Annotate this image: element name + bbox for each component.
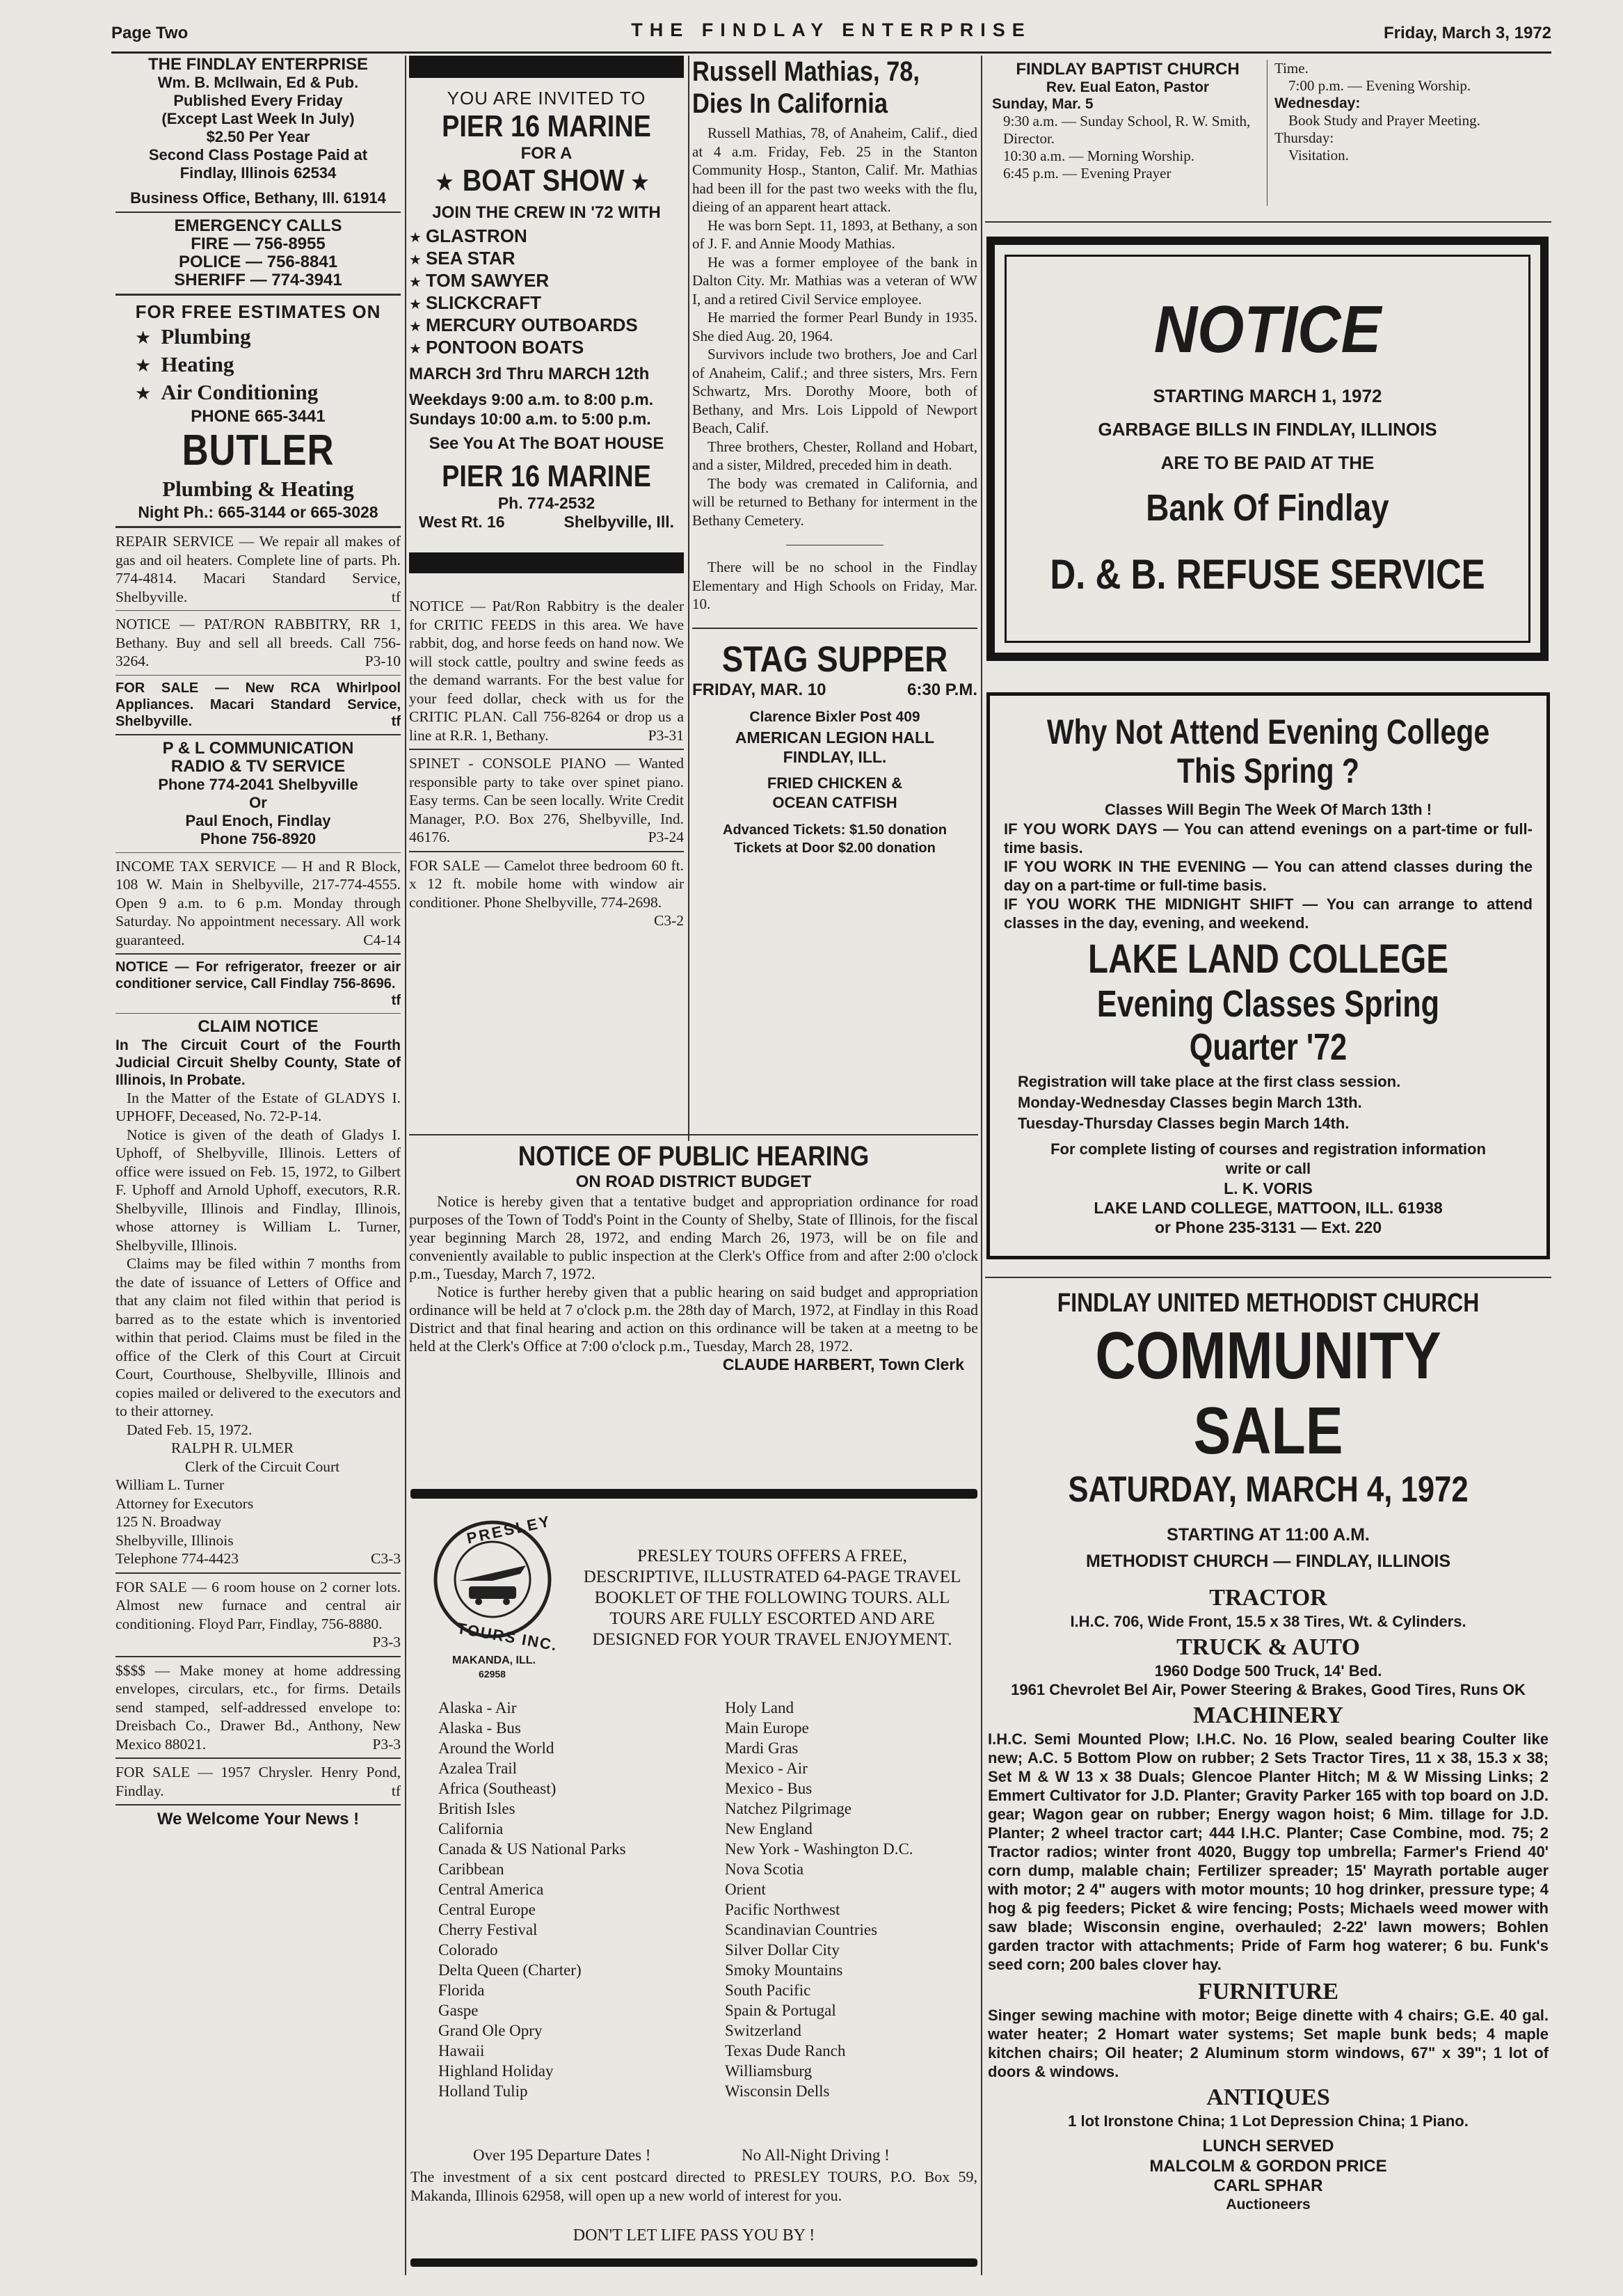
obituary-headline: Russell Mathias, 78, Dies In California	[692, 56, 920, 119]
claim-court: In The Circuit Court of the Fourth Judicial Circuit Shelby County, State of Illinois, In Probate.	[115, 1037, 401, 1088]
butler-item: ★ Heating	[135, 352, 234, 376]
star-icon: ★	[135, 383, 152, 404]
column-2	[409, 56, 684, 930]
emergency-line: FIRE — 756-8955	[191, 234, 326, 253]
butler-name: BUTLER	[182, 426, 335, 475]
emergency-line: SHERIFF — 774-3941	[174, 271, 342, 289]
hearing-title: NOTICE OF PUBLIC HEARING	[518, 1141, 870, 1172]
claim-notice: CLAIM NOTICE In The Circuit Court of the Fourth Judicial Circuit Shelby County, State of Illinois, In Probate. In the Matter of the Estate of GLADYS I. UPHOFF, Deceased, No. 72-P-14. Notice is given of the death of Gladys I. Uphoff, of Shelbyville, Illinois. Letters of office were issued on Feb. 15, 1972, to Gilbert F. Uphoff and Arnold Uphoff, executors, R.R. Shelbyville, Illinois and Findlay, Illinois, whose attorney is William L. Turner, Shelbyville, Illinois. Claims may be filed within 7 months from the date of issuance of Letters of Office and that any claim not filed within that period is barred as to the estate which is inventoried within that period. Claims must be filed in the office of the Clerk of this Court at Circuit Court, Courthouse, Shelbyville, Illinois and copies mailed or delivered to the executors and to their attorney. Dated Feb. 15, 1972. RALPH R. ULMER Clerk of the Circuit Court William L. Turner Attorney for Executors 125 N. Broadway Shelbyville, Illinois Telephone 774-4423 C3-3	[115, 1017, 401, 1567]
brand-item: ★ SLICKCRAFT	[409, 292, 542, 313]
pl-communication-ad: P & L COMMUNICATION RADIO & TV SERVICE Phone 774-2041 Shelbyville Or Paul Enoch, Findlay Phone 756-8920	[158, 738, 358, 847]
logo-top-text: PRESLEY	[465, 1512, 553, 1547]
community-sale-ad: FINDLAY UNITED METHODIST CHURCH COMMUNITY SALE SATURDAY, MARCH 4, 1972 STARTING AT 11:00 A.M. METHODIST CHURCH — FINDLAY, ILLINOIS TRACTOR I.H.C. 706, Wide Front, 15.5 x 38 Tires, Wt. & Cylinders. TRUCK & AUTO 1960 Dodge 500 Truck, 14' Bed. 1961 Chevrolet Bel Air, Power Steering & Brakes, Good Tires, Runs OK MACHINERY I.H.C. Semi Mounted Plow; I.H.C. No. 16 Plow, sealed bearing Coulter like new; A.C. 5 Bottom Plow on rubber; 2 Sets Tractor Tires, 11 x 38, 15.3 x 38; Set M & W 13 x 38 Duals; Glencoe Planter Hitch; M & W Missing Links; 2 Emmert Cultivator for J.D. Planter; Gravity Parker 165 with top board on J.D. gear; Wagon gear on rubber; Energy wagon hoist; 6 Mim. tillage for J.D. Planter; 2 wheel tractor cart; 444 I.H.C. Planter; Case Combine, mod. 75; 2 Tractor radios; winter front 4020, Buggy top umbrella; Farmer's Friend 40' corn dump, malable chain; Fertilizer spreader; 15' Mayrath portable auger with motor; 2 4" augers with motor mounts; 10 hog drinker, pressure type; 4 hog & pig feeders; Picket & wire fencing; Posts; Michaels weed mower with saw blade; Wisconsin engine, overhauled; 2-22' lawn mowers; Bohlen garden tractor with attachments; Pride of Farm hog waterer; 6 bu. Funk's seed corn; 200 bales clover hay. FURNITURE Singer sewing machine with motor; Beige dinette with 4 chairs; G.E. 40 gal. water heater; 2 Homart water systems; Set maple bunk beds; 4 maple kitchen chairs; Oil heater; 2 Aluminum storm windows, 67" x 39"; 1 lot of doors & windows. ANTIQUES 1 lot Ironstone China; 1 Lot Depression China; 1 Piano. LUNCH SERVED MALCOLM & GORDON PRICE CARL SPHAR Auctioneers	[985, 1277, 1551, 2214]
notice-title: NOTICE	[1153, 292, 1382, 367]
publisher-line: $2.50 Per Year	[206, 128, 310, 145]
school-notice: There will be no school in the Findlay Elementary and High Schools on Friday, Mar. 10.	[692, 559, 977, 612]
hearing-sub: ON ROAD DISTRICT BUDGET	[575, 1172, 812, 1191]
classified-income-tax: INCOME TAX SERVICE — H and R Block, 108 W. Main in Shelbyville, 217-774-4555. Open 9 a.m. to 6 p.m. Monday through Saturday. No appointment necessary. All work guaranteed. C4-14	[115, 857, 401, 948]
emergency-calls	[115, 217, 401, 289]
garbage-notice: NOTICE STARTING MARCH 1, 1972 GARBAGE BILLS IN FINDLAY, ILLINOIS ARE TO BE PAID AT THE Bank Of Findlay D. & B. REFUSE SERVICE	[986, 237, 1549, 661]
publisher-line: Second Class Postage Paid at	[148, 146, 368, 164]
column-1	[115, 56, 401, 1829]
logo-bottom-text: TOURS INC.	[456, 1619, 559, 1655]
baptist-church: FINDLAY BAPTIST CHURCH Rev. Eual Eaton, Pastor Sunday, Mar. 5 9:30 a.m. — Sunday School, R. W. Smith, Director. 10:30 a.m. — Morning Worship. 6:45 p.m. — Evening Prayer	[992, 60, 1251, 182]
publisher-line: Wm. B. McIlwain, Ed & Pub.	[157, 74, 359, 91]
classified-money: $$$$ — Make money at home addressing envelopes, circulars, etc., for firms. Details send stamped, self-addressed envelope to: Dreisbach Co., Drawer Bd., Anthony, New Mexico 88021. P3-3	[115, 1661, 401, 1753]
emergency-title: EMERGENCY CALLS	[174, 216, 342, 235]
classified-house: FOR SALE — 6 room house on 2 corner lots. Almost new furnace and central air conditioning. Floyd Parr, Findlay, 756-8880. P3-3	[115, 1578, 401, 1650]
baptist-schedule: Time. 7:00 p.m. — Evening Worship. Wednesday: Book Study and Prayer Meeting. Thursday: Visitation.	[1274, 60, 1480, 164]
column-divider	[688, 56, 689, 1141]
lake-land-college-ad: Why Not Attend Evening College This Spring ? Classes Will Begin The Week Of March 13th ! IF YOU WORK DAYS — You can attend evenings on a part-time or full-time basis. IF YOU WORK IN THE EVENING — You can attend classes during the day on a part-time or full-time basis. IF YOU WORK THE MIDNIGHT SHIFT — You can arrange to attend classes in the day, evening, and weekend. LAKE LAND COLLEGE Evening Classes Spring Quarter '72 Registration will take place at the first class session. Monday-Wednesday Classes begin March 13th. Tuesday-Thursday Classes begin March 14th. For complete listing of courses and registration information write or call L. K. VORIS LAKE LAND COLLEGE, MATTOON, ILL. 61938 or Phone 235-3131 — Ext. 220	[986, 692, 1550, 1259]
tours-left-list: Alaska - Air Alaska - Bus Around the World Azalea Trail Africa (Southeast) British Isles California Canada & US National Parks Caribbean Central America Central Europe Cherry Festival Colorado Delta Queen (Charter) Florida Gaspe Grand Ole Opry Hawaii Highland Holiday Holland Tulip	[438, 1699, 626, 2100]
butler-head: FOR FREE ESTIMATES ON	[135, 301, 381, 322]
pier16-boat-show-ad: YOU ARE INVITED TO PIER 16 MARINE FOR A ★ BOAT SHOW ★ JOIN THE CREW IN '72 WITH ★ GLASTRON ★ SEA STAR ★ TOM SAWYER ★ SLICKCRAFT ★ MERCURY OUTBOARDS ★ PONTOON BOATS MARCH 3rd Thru MARCH 12th Weekdays 9:00 a.m. to 8:00 p.m. Sundays 10:00 a.m. to 5:00 p.m. See You At The BOAT HOUSE PIER 16 MARINE Ph. 774-2532 West Rt. 16 Shelbyville, Ill.	[409, 56, 684, 573]
pier-name-2: PIER 16 MARINE	[442, 459, 651, 493]
star-icon: ★	[135, 328, 152, 349]
pier-name: PIER 16 MARINE	[442, 109, 651, 143]
brand-item: ★ TOM SAWYER	[409, 270, 550, 291]
butler-night: Night Ph.: 665-3144 or 665-3028	[138, 503, 378, 521]
obituary-body: Russell Mathias, 78, of Anaheim, Calif., died at 4 a.m. Friday, Feb. 25 in the Stanton Community Hosp., Stanton, Calif. Mr. Mathias had been ill for the past two weeks with the flu, dieing of an apparent heart attack. He was born Sept. 11, 1893, at Bethany, a son of J. F. and Annie Moody Mathias. He was a former employee of the bank in Dalton City. Mr. Mathias was a veteran of WW I, and a retired Civil Service employee. He married the former Pearl Bundy in 1935. She died Aug. 20, 1964. Survivors include two brothers, Joe and Carl of Anaheim, Calif.; and three sisters, Mrs. Fern Schwartz, Mrs. Dorothy Moore, both of Bethany, and Mrs. Lois Lippold of Newport Beach, Calif. Three brothers, Chester, Rolland and Hobart, and a sister, Mildred, preceded him in death. The body was cremated in California, and will be returned to Bethany for interment in the Bethany Cemetery.	[692, 125, 977, 529]
stag-supper-ad: STAG SUPPER FRIDAY, MAR. 10 6:30 P.M. Clarence Bixler Post 409 AMERICAN LEGION HALL FINDLAY, ILL. FRIED CHICKEN & OCEAN CATFISH Advanced Tickets: $1.50 donation Tickets at Door $2.00 donation	[692, 639, 977, 856]
logo-town: MAKANDA, ILL.	[452, 1655, 536, 1666]
star-icon: ★	[135, 356, 152, 376]
brand-item: ★ MERCURY OUTBOARDS	[409, 314, 638, 335]
publisher-line: Business Office, Bethany, Ill. 61914	[130, 189, 386, 207]
tours-right-list: Holy Land Main Europe Mardi Gras Mexico - Air Mexico - Bus Natchez Pilgrimage New England New York - Washington D.C. Nova Scotia Orient Pacific Northwest Scandinavian Countries Silver Dollar City Smoky Mountains South Pacific Spain & Portugal Switzerland Texas Dude Ranch Williamsburg Wisconsin Dells	[725, 1699, 913, 2100]
sale-title: COMMUNITY SALE	[1095, 1318, 1441, 1468]
brand-item: ★ PONTOON BOATS	[409, 337, 584, 358]
no-night-driving: No All-Night Driving !	[742, 2146, 890, 2164]
public-hearing-notice: NOTICE OF PUBLIC HEARING ON ROAD DISTRICT BUDGET Notice is hereby given that a tentative budget and appropriation ordinance for road purposes of the Town of Todd's Point in the County of Shelby, State of Illinois, for the fiscal year beginning March 28, 1972, and ending March 26, 1973, will be on file and conveniently available to public inspection at the Clerk's Office from and after 2:00 o'clock p.m., Tuesday, March 7, 1972. Notice is further hereby given that a public hearing on said budget and appropriation ordinance will be held at 7 o'clock p.m. the 28th day of March, 1972, at Findlay in this Road District and that final hearing and action on this ordinance will be taken at a meetng to be held at the Clerk's Office at 7:00 o'clock p.m., Tuesday, March 28, 1972. CLAUDE HARBERT, Town Clerk	[409, 1141, 978, 1373]
masthead-rule	[111, 51, 1551, 54]
butler-sub: Plumbing & Heating	[162, 477, 354, 501]
emergency-line: POLICE — 756-8841	[178, 253, 338, 271]
welcome-news: We Welcome Your News !	[157, 1810, 360, 1828]
classified-rca: FOR SALE — New RCA Whirlpool Appliances. Macari Standard Service, Shelbyville. tf	[115, 680, 401, 729]
brand-item: ★ SEA STAR	[409, 248, 515, 269]
column-3	[692, 56, 977, 1127]
brand-item: ★ GLASTRON	[409, 225, 527, 246]
classified-camelot: FOR SALE — Camelot three bedroom 60 ft. x 12 ft. mobile home with window air conditioner. Phone Shelbyville, 774-2698. C3-2	[409, 856, 684, 929]
publisher-line: Findlay, Illinois 62534	[179, 164, 337, 182]
publisher-line: (Except Last Week In July)	[161, 110, 355, 127]
publisher-line: Published Every Friday	[173, 92, 343, 109]
butler-ad	[115, 300, 401, 522]
classified-piano: SPINET - CONSOLE PIANO — Wanted responsible party to take over spinet piano. Easy terms. Can be seen locally. Write Credit Manager, P.O. Box 276, Shelbyville, Ind. 46176. P3-24	[409, 755, 684, 845]
boat-show-title: ★ BOAT SHOW ★	[435, 164, 650, 198]
publisher-box	[115, 56, 401, 207]
butler-item: ★ Air Conditioning	[135, 380, 319, 404]
classified-refrigerator: NOTICE — For refrigerator, freezer or air conditioner service, Call Findlay 756-8696. tf	[115, 959, 401, 1008]
departures: Over 195 Departure Dates !	[473, 2146, 651, 2164]
logo-zip: 62958	[479, 1668, 506, 1680]
butler-item: ★ Plumbing	[135, 324, 251, 349]
column-divider	[405, 56, 406, 2275]
claim-title: CLAIM NOTICE	[198, 1017, 319, 1036]
presley-tours-ad	[410, 1489, 977, 2275]
paper-name: THE FINDLAY ENTERPRISE	[631, 19, 1032, 40]
presley-intro: PRESLEY TOURS OFFERS A FREE, DESCRIPTIVE, ILLUSTRATED 64-PAGE TRAVEL BOOKLET OF THE FOLLOWING TOURS. ALL TOURS ARE FULLY ESCORTED AND ARE DESIGNED FOR YOUR TRAVEL ENJOYMENT.	[583, 1547, 961, 1649]
presley-slogan: DON'T LET LIFE PASS YOU BY !	[573, 2226, 815, 2245]
classified-rabbitry: NOTICE — PAT/RON RABBITRY, RR 1, Bethany. Buy and sell all breeds. Call 756-3264. P3-10	[115, 616, 401, 669]
classified-critic-feeds: NOTICE — Pat/Ron Rabbitry is the dealer for CRITIC FEEDS in this area. We have rabbit, dog, and horse feeds on hand now. We will stock cattle, poultry and swine feeds as the demand warrants. For the best value for your feed dollar, check with us for the CRITIC PLAN. Call 756-8264 or drop us a line at R.R. 1, Bethany. P3-31	[409, 598, 684, 744]
presley-invest: The investment of a six cent postcard directed to PRESLEY TOURS, P.O. Box 59, Makanda, Illinois 62958, will open up a new world of interest for you.	[410, 2168, 977, 2204]
masthead	[111, 19, 1551, 50]
issue-date: Friday, March 3, 1972	[1383, 24, 1551, 42]
classified-repair: REPAIR SERVICE — We repair all makes of gas and oil heaters. Complete line of parts. Ph. 774-4814. Macari Standard Service, Shelbyville. tf	[115, 533, 401, 605]
page-label: Page Two	[111, 24, 189, 42]
butler-phone: PHONE 665-3441	[191, 407, 326, 426]
publisher-line: THE FINDLAY ENTERPRISE	[147, 56, 369, 74]
classified-chrysler: FOR SALE — 1957 Chrysler. Henry Pond, Findlay. tf	[115, 1764, 401, 1799]
column-4	[985, 56, 1551, 230]
column-divider	[981, 56, 982, 2275]
